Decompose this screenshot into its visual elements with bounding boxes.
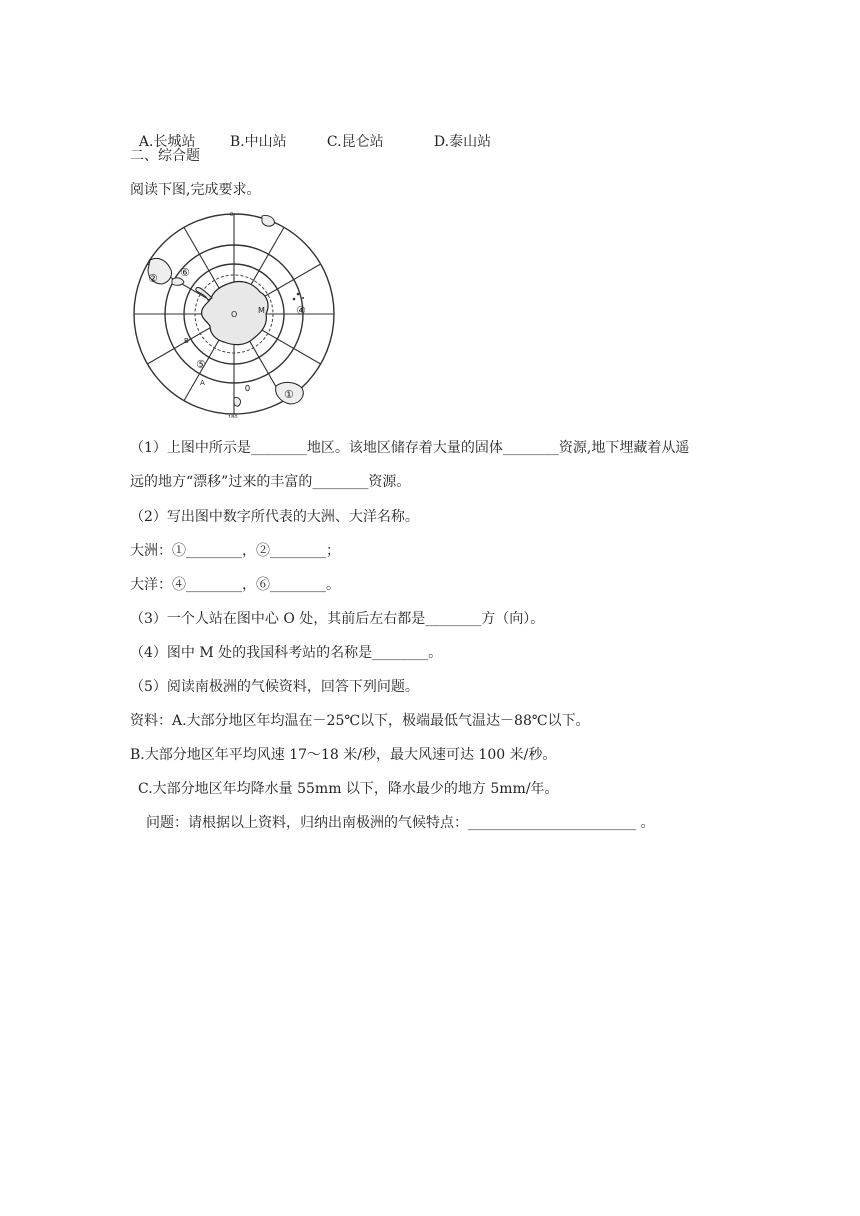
question-5: （5）阅读南极洲的气候资料，回答下列问题。: [130, 679, 419, 695]
map-label-top: 0: [230, 212, 234, 218]
antarctica-map: [130, 210, 338, 418]
map-number-2: ②: [148, 272, 158, 285]
question-2-oceans: 大洋：④________，⑥________。: [130, 577, 340, 593]
option-b: B.中山站: [229, 134, 287, 150]
map-label-center: O: [231, 310, 238, 319]
map-number-5: ⑤: [196, 358, 206, 371]
section-title: 二、综合题: [130, 148, 200, 164]
option-d: D.泰山站: [433, 134, 492, 150]
question-3: （3）一个人站在图中心 O 处，其前后左右都是________方（向）。: [130, 611, 545, 627]
new-zealand: [234, 397, 241, 406]
option-c: C.昆仑站: [326, 134, 384, 150]
island-dot: [302, 297, 304, 299]
climate-question: 问题：请根据以上资料，归纳出南极洲的气候特点：________________________ 。: [146, 815, 655, 831]
island-dot: [293, 298, 296, 301]
new-zealand-island: [246, 385, 250, 391]
question-4: （4）图中 M 处的我国科考站的名称是________。: [130, 645, 443, 661]
map-number-4: ④: [296, 304, 306, 317]
map-number-1: ①: [284, 388, 294, 401]
material-c: C.大部分地区年均降水量 55mm 以下，降水最少的地方 5mm/年。: [138, 781, 559, 797]
material-a: 资料：A.大部分地区年均温在－25℃以下，极端最低气温达－88℃以下。: [130, 713, 590, 729]
africa-tip: [262, 215, 274, 226]
instruction: 阅读下图,完成要求。: [130, 182, 261, 198]
question-2-continents: 大洲：①________，②________；: [130, 543, 340, 559]
map-label-m: M: [258, 306, 265, 315]
question-1-line-2: 远的地方“漂移”过来的丰富的________资源。: [130, 474, 411, 490]
map-number-6: ⑥: [180, 266, 190, 279]
question-1-line-1: （1）上图中所示是________地区。该地区储存着大量的固体________资源,地下埋藏着从遥: [130, 440, 690, 456]
island-dot: [297, 293, 300, 296]
material-b: B.大部分地区年平均风速 17～18 米/秒，最大风速可达 100 米/秒。: [130, 747, 557, 763]
question-2: （2）写出图中数字所代表的大洲、大洋名称。: [130, 509, 419, 525]
map-letter-a: A: [200, 379, 205, 387]
map-letter-b: B: [184, 337, 189, 345]
map-label-bottom: 180: [228, 415, 238, 418]
option-a: A.长城站: [138, 134, 196, 150]
